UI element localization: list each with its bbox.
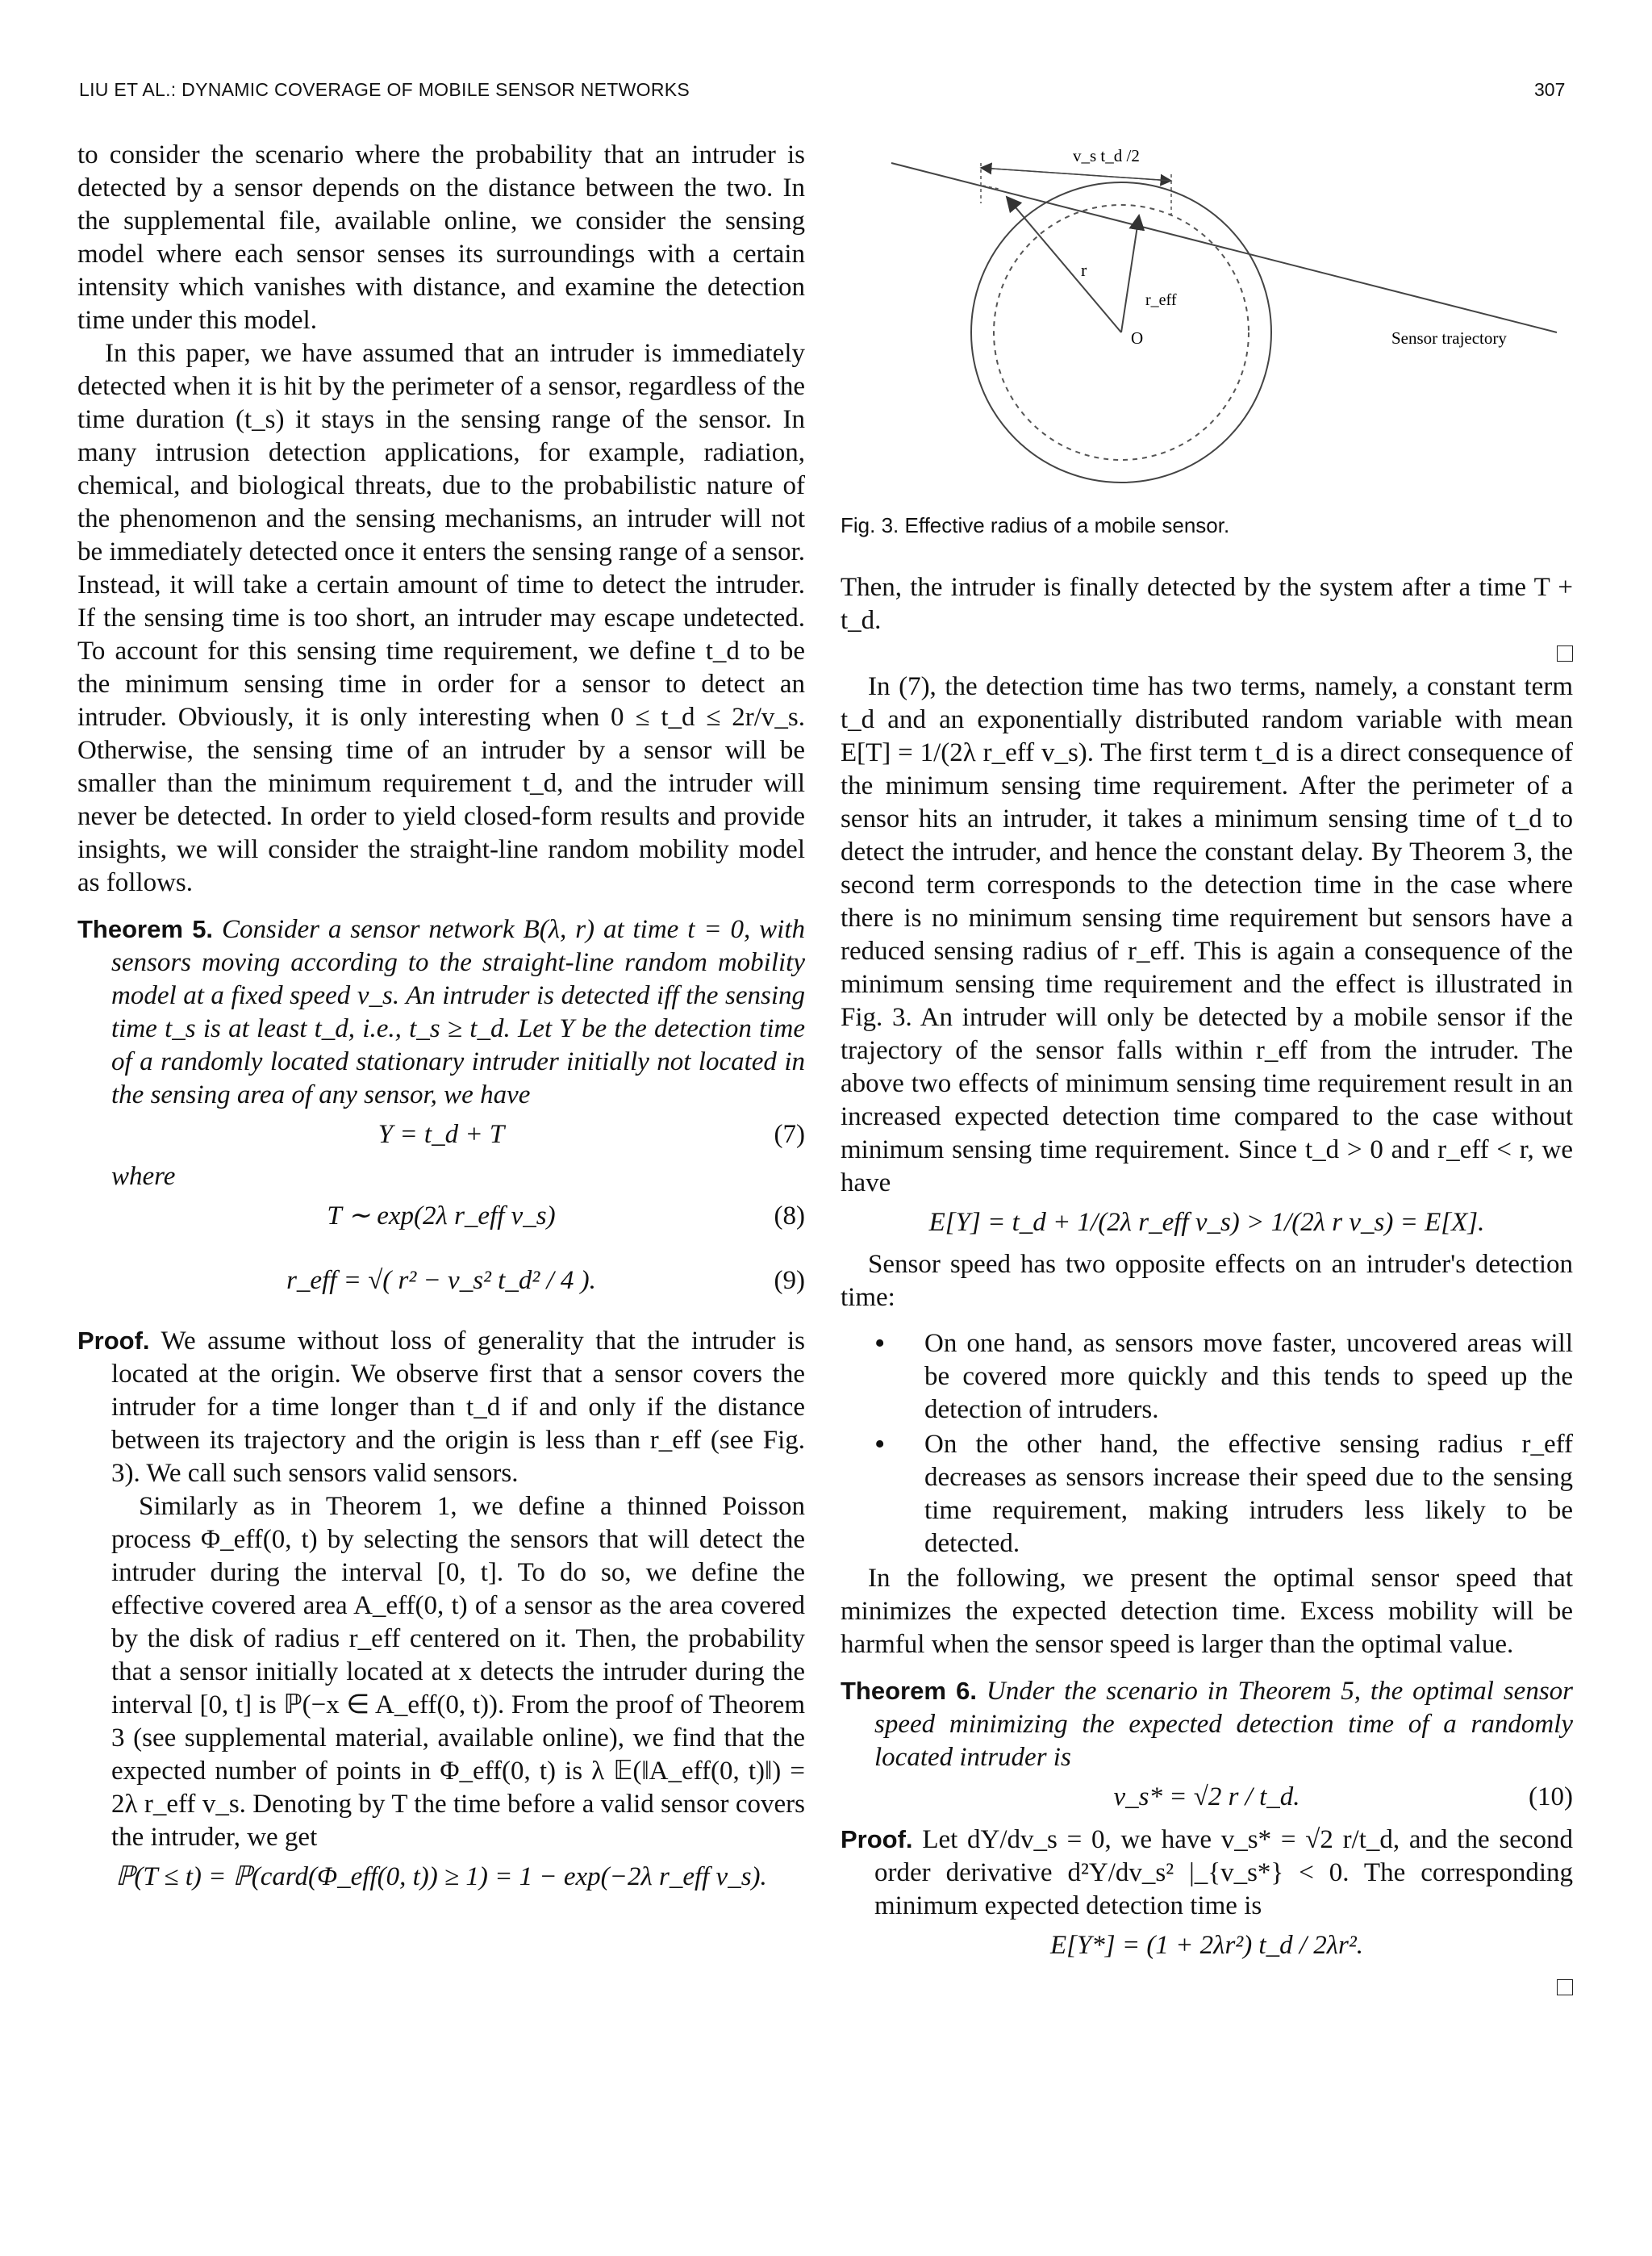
- proof-label: Proof.: [77, 1326, 150, 1355]
- figure-caption: Fig. 3. Effective radius of a mobile sensor.: [841, 513, 1230, 537]
- equation-7: [77, 1112, 805, 1160]
- paragraph: In the following, we present the optimal sensor speed that minimizes the expected detection time. Excess mobility will be harmful when the sensor speed is larger than the optimal value.: [841, 1564, 1573, 1659]
- paragraph: Sensor speed has two opposite effects on an intruder's detection time:: [841, 1250, 1573, 1312]
- equation-body: v_s* = √2 r / t_d.: [1113, 1782, 1300, 1811]
- label-sensor-trajectory: Sensor trajectory: [1391, 328, 1507, 348]
- radius-reff-arrow: [1121, 215, 1139, 332]
- equation-number: (8): [774, 1201, 805, 1230]
- list-item: • On one hand, as sensors move faster, uncovered areas will be covered more quickly and this tends to speed up the detection of intruders.: [841, 1327, 1573, 1427]
- proof-label: Proof.: [841, 1825, 913, 1853]
- equation-body: Y = t_d + T: [378, 1120, 505, 1149]
- label-vs-td: v_s t_d /2: [1073, 146, 1140, 165]
- figure-3: [839, 139, 1571, 510]
- equation-10: [841, 1774, 1573, 1823]
- theorem-body: Consider a sensor network B(λ, r) at time t = 0, with sensors moving according to the straight-line random mobility model at a fixed speed v_s. An intruder is detected iff the sensing time t_s is at least t_d, i.e., t_s ≥ t_d. Let Y be the detection time of a randomly located stationary intruder initially not located in the sensing area of any sensor, we have: [111, 915, 806, 1109]
- equation-bottom: [77, 1854, 805, 1903]
- proof: [841, 1823, 1573, 1923]
- equation-body: T ∼ exp(2λ r_eff v_s): [327, 1201, 556, 1230]
- equation-number: (10): [1529, 1782, 1573, 1811]
- label-r: r: [1081, 260, 1087, 280]
- label-origin: O: [1131, 328, 1144, 348]
- sensor-trajectory-line: [891, 163, 1557, 332]
- equation-body: r_eff = √( r² − v_s² t_d² / 4 ).: [286, 1266, 596, 1295]
- theorem-body: Under the scenario in Theorem 5, the optimal sensor speed minimizing the expected detection time of a randomly located intruder is: [874, 1677, 1574, 1772]
- equation-body: ℙ(T ≤ t) = ℙ(card(Φ_eff(0, t)) ≥ 1) = 1 − exp(−2λ r_eff v_s).: [115, 1862, 767, 1891]
- paragraph: to consider the scenario where the probability that an intruder is detected by a sensor depends on the distance between the two. In the supplemental file, available online, we consider the sensing model where each sensor senses its surroundings with a certain intensity which vanishes with distance, and examine the detection time under this model.: [77, 140, 805, 335]
- qed-box-icon: [1557, 645, 1573, 662]
- qed-mark: [841, 637, 1573, 671]
- theorem-label: Theorem 6.: [841, 1677, 978, 1705]
- qed-mark: [841, 1971, 1573, 2004]
- theorem-label: Theorem 5.: [77, 915, 214, 943]
- paragraph: Then, the intruder is finally detected by the system after a time T + t_d.: [841, 573, 1573, 635]
- proof-text: We assume without loss of generality that the intruder is located at the origin. We observe first that a sensor covers the intruder for a time longer than t_d if and only if the distance between its trajectory and the origin is less than r_eff (see Fig. 3). We call such sensors valid sensors.: [111, 1326, 805, 1488]
- proof-text: Let dY/dv_s = 0, we have v_s* = √2 r/t_d, and the second order derivative d²Y/dv_s² |_{v_s*} < 0. The corresponding minimum expected detection time is: [874, 1825, 1573, 1920]
- label-reff: r_eff: [1145, 291, 1177, 309]
- qed-box-icon: [1557, 1979, 1573, 1995]
- list-item: • On the other hand, the effective sensing radius r_eff decreases as sensors increase their speed due to the sensing time requirement, making intruders less likely to be detected.: [841, 1428, 1573, 1560]
- bullet-list: [841, 1327, 1573, 1560]
- half-chord-arrow-back: [981, 168, 1171, 181]
- paragraph: In this paper, we have assumed that an intruder is immediately detected when it is hit by the perimeter of a sensor, regardless of the time duration (t_s) it stays in the sensing range of the sensor. In many intrusion detection applications, for example, radiation, chemical, and biological threats, due to the probabilistic nature of the phenomenon and the sensing mechanisms, an intruder will not be immediately detected once it enters the sensing range of a sensor. Instead, it will take a certain amount of time to detect the intruder. If the sensing time is too short, an intruder may escape undetected. To account for this sensing time requirement, we define t_d to be the minimum sensing time in order for a sensor to detect an intruder. Obviously, it is only interesting when 0 ≤ t_d ≤ 2r/v_s. Otherwise, the sensing time of an intruder by a sensor will be smaller than the minimum requirement t_d, and the intruder will never be detected. In order to yield closed-form results and provide insights, we will consider the straight-line random mobility model as follows.: [77, 339, 805, 897]
- equation-9: [77, 1242, 805, 1324]
- equation-number: (9): [774, 1266, 805, 1295]
- equation-expected-y: [841, 1200, 1573, 1248]
- paragraph: In (7), the detection time has two terms, namely, a constant term t_d and an exponentially distributed random variable with mean E[T] = 1/(2λ r_eff v_s). The first term t_d is a direct consequence of the minimum sensing time requirement. After the perimeter of a sensor hits an intruder, it takes a minimum sensing time of t_d to detect the intruder, and hence the constant delay. By Theorem 3, the second term corresponds to the detection time in the case where there is no minimum sensing time requirement but sensors have a reduced sensing radius of r_eff. This is again a consequence of the minimum sensing time requirement and the effect is illustrated in Fig. 3. An intruder will only be detected by a mobile sensor if the trajectory of the sensor falls within r_eff from the intruder. The above two effects of minimum sensing time requirement result in an increased expected detection time compared to the case without minimum sensing time requirement. Since t_d > 0 and r_eff < r, we have: [841, 672, 1573, 1197]
- where-label: where: [111, 1162, 176, 1191]
- theorem-5: [77, 913, 805, 1112]
- running-title: LIU ET AL.: DYNAMIC COVERAGE OF MOBILE SENSOR NETWORKS: [79, 79, 690, 100]
- equation-body: E[Y] = t_d + 1/(2λ r_eff v_s) > 1/(2λ r v_s) = E[X].: [928, 1208, 1485, 1237]
- equation-8: [77, 1193, 805, 1242]
- equation-number: (7): [774, 1120, 805, 1149]
- right-column: [841, 571, 1573, 2004]
- proof: [77, 1324, 805, 1490]
- left-column: [77, 139, 805, 1903]
- equation-min-expected: [841, 1923, 1573, 1971]
- proof-paragraph: Similarly as in Theorem 1, we define a thinned Poisson process Φ_eff(0, t) by selecting the sensors that will detect the intruder during the interval [0, t]. To do so, we define the effective covered area A_eff(0, t) of a sensor as the area covered by the disk of radius r_eff centered on it. Then, the probability that a sensor initially located at x detects the intruder during the interval [0, t] is ℙ(−x ∈ A_eff(0, t)). From the proof of Theorem 3 (see supplemental material, available online), we find that the expected number of points in Φ_eff(0, t) is λ 𝔼(‖A_eff(0, t)‖) = 2λ r_eff v_s. Denoting by T the time before a valid sensor covers the intruder, we get: [111, 1492, 805, 1852]
- theorem-6: [841, 1674, 1573, 1774]
- page-number: 307: [1534, 79, 1566, 100]
- equation-body: E[Y*] = (1 + 2λr²) t_d / 2λr².: [1049, 1931, 1364, 1960]
